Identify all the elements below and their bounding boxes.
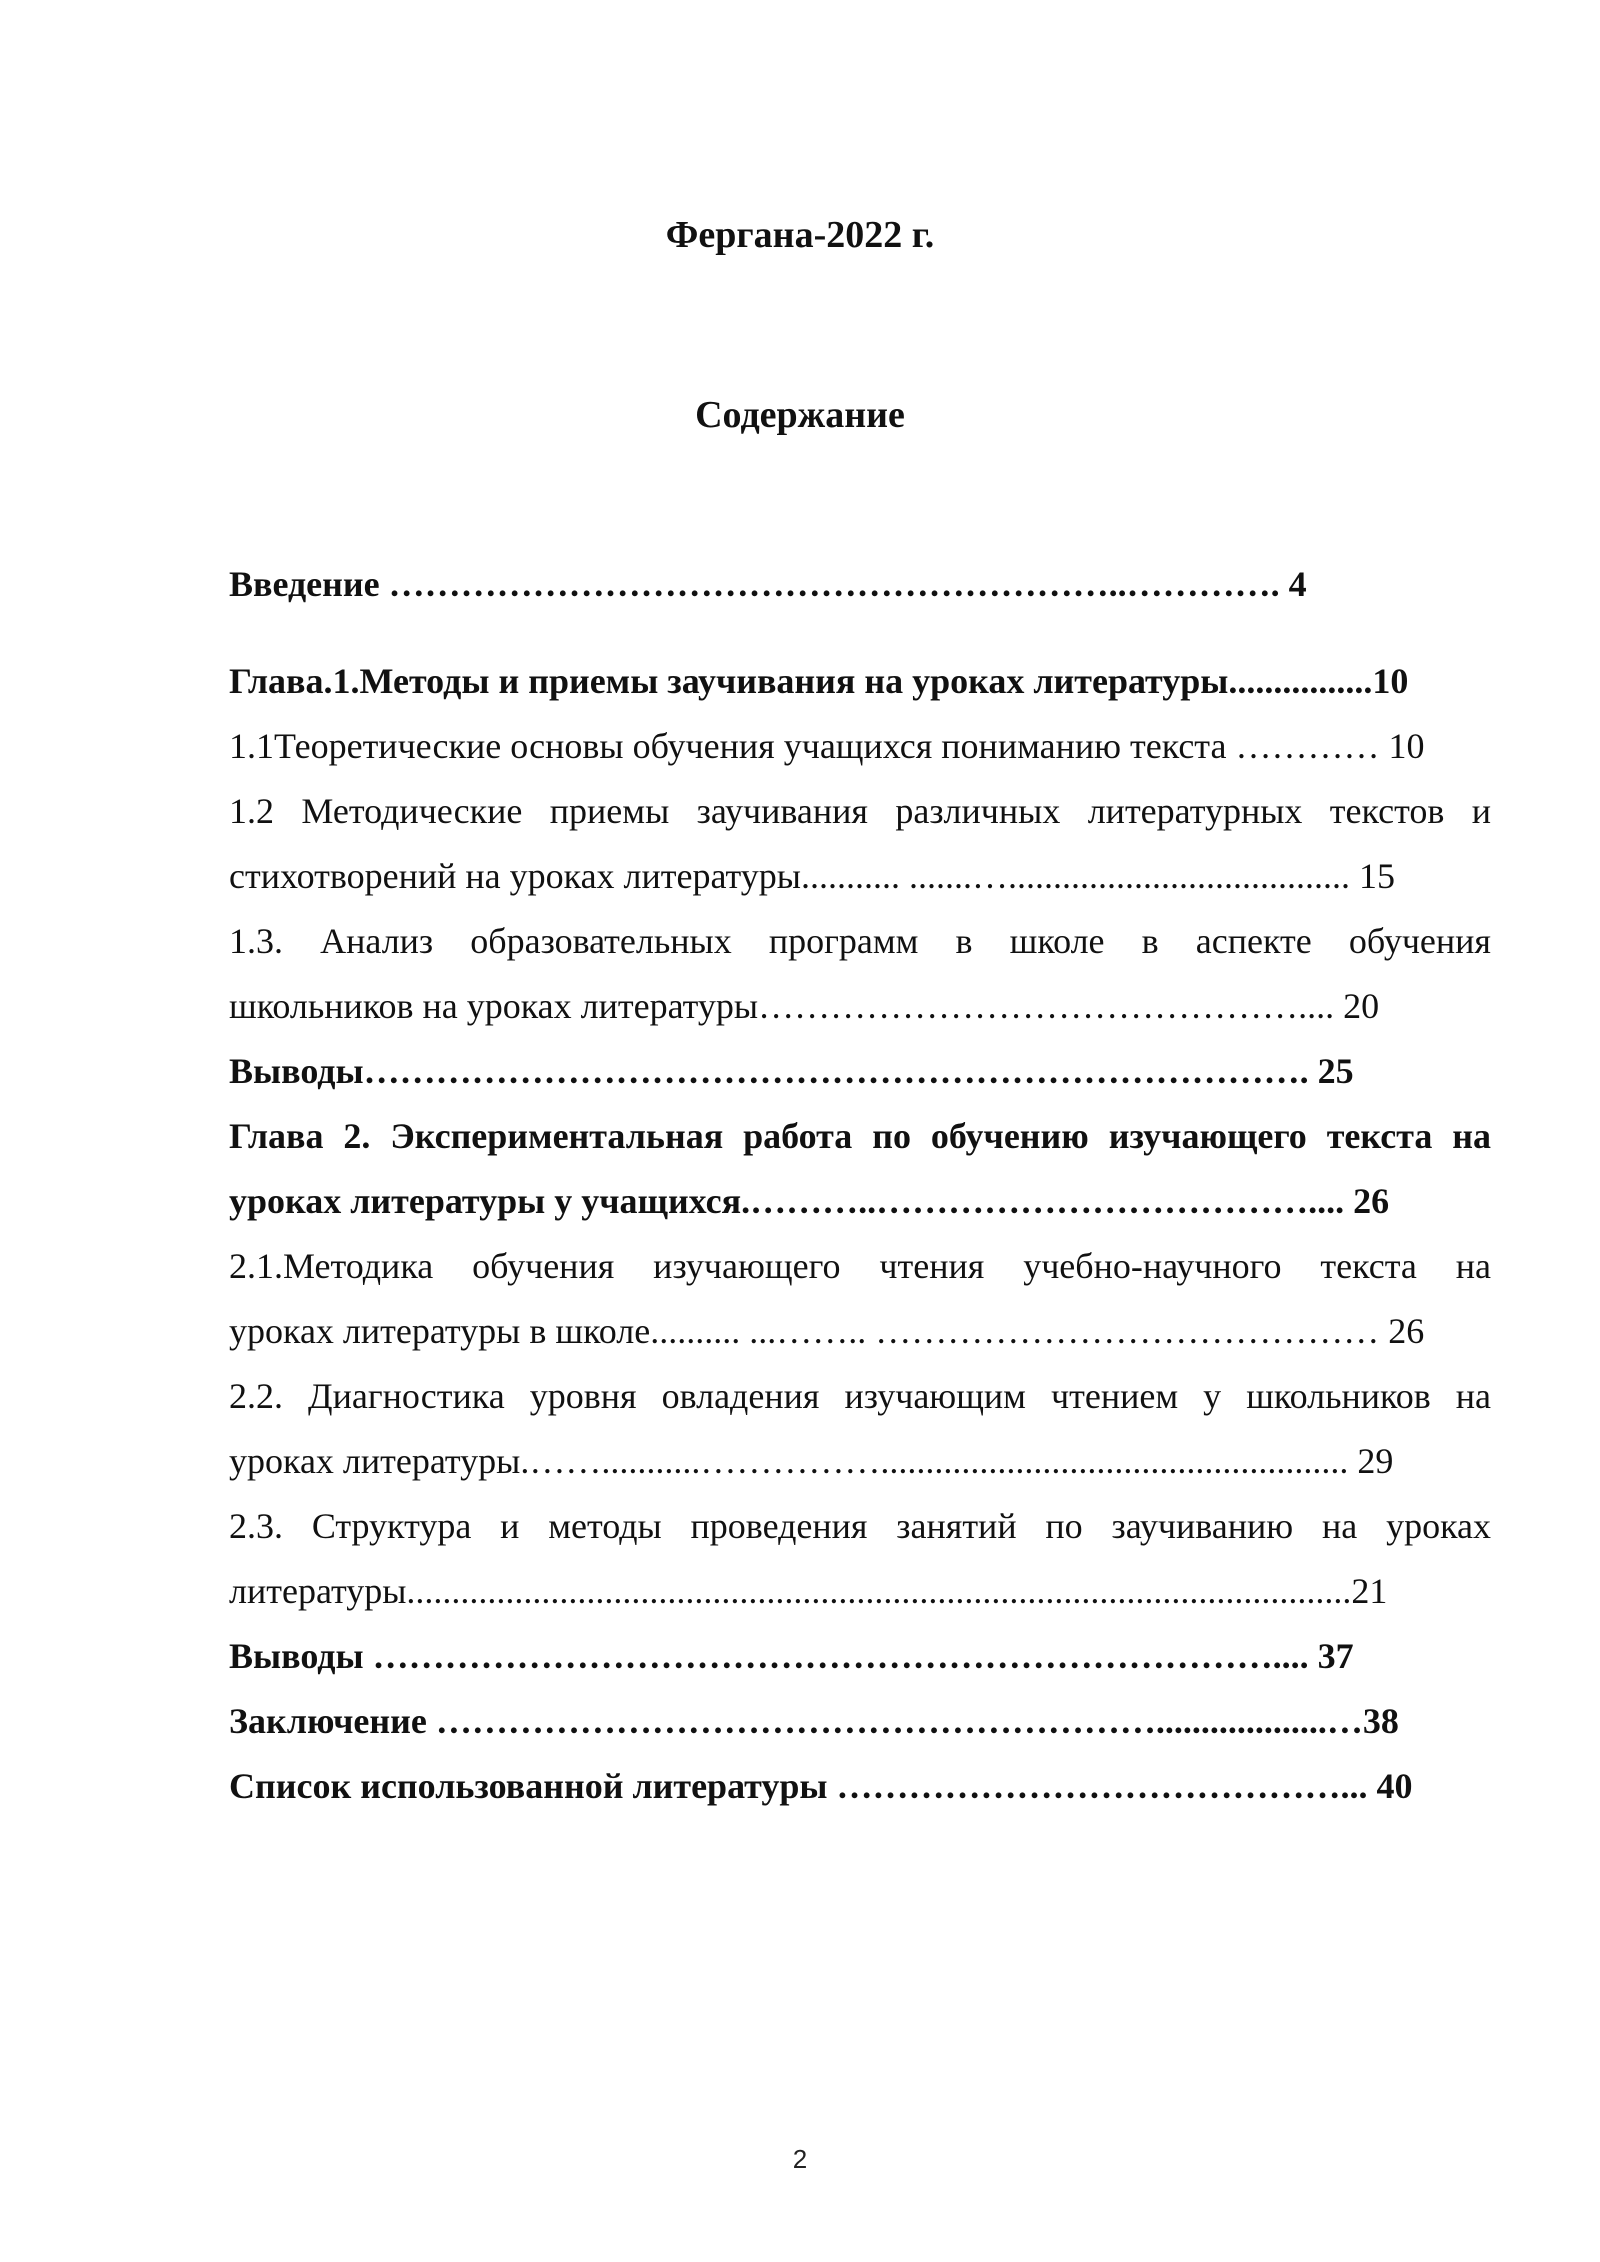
toc-entry-section-1-2-line-1: 1.2 Методические приемы заучивания различных литературных текстов и <box>229 791 1491 831</box>
toc-title: Содержание <box>695 394 905 436</box>
toc-entry-introduction: Введение ……………………………………………………..…………. 4 <box>229 564 1307 604</box>
toc-entry-conclusion: Заключение ……………………………………………………...................…38 <box>229 1701 1399 1741</box>
page-number: 2 <box>792 2144 808 2174</box>
toc-entry-section-2-3-line-2: литературы.........................................................................................................21 <box>229 1571 1388 1611</box>
toc-entry-section-2-1-line-1: 2.1.Методика обучения изучающего чтения учебно-научного текста на <box>229 1246 1491 1286</box>
toc-entry-chapter-2-line-2: уроках литературы у учащихся.………..……………………………….... 26 <box>229 1181 1390 1221</box>
toc-spacer <box>229 617 1491 649</box>
toc-entry-chapter-2-line-1: Глава 2. Экспериментальная работа по обучению изучающего текста на <box>229 1116 1491 1156</box>
toc-entry-section-1-3-line-2: школьников на уроках литературы……………………………………….... 20 <box>229 986 1380 1026</box>
toc-entry-references: Список использованной литературы ……………………………………... 40 <box>229 1766 1413 1806</box>
city-year-heading: Фергана-2022 г. <box>665 214 935 256</box>
toc-entry-conclusions-2: Выводы ………………………………………………………………….... 37 <box>229 1636 1354 1676</box>
toc-entry-section-1-3-line-1: 1.3. Анализ образовательных программ в школе в аспекте обучения <box>229 921 1491 961</box>
toc-entry-section-2-3-line-1: 2.3. Структура и методы проведения занятий по заучиванию на уроках <box>229 1506 1491 1546</box>
toc-entry-conclusions-1: Выводы……………………………………………………………………. 25 <box>229 1051 1354 1091</box>
table-of-contents <box>229 552 1491 1819</box>
toc-entry-section-1-2-line-2: стихотворений на уроках литературы........... .......…...................................... 15 <box>229 856 1395 896</box>
toc-entry-section-2-2-line-1: 2.2. Диагностика уровня овладения изучающим чтением у школьников на <box>229 1376 1491 1416</box>
toc-entry-chapter-1: Глава.1.Методы и приемы заучивания на уроках литературы................10 <box>229 661 1409 701</box>
toc-entry-section-1-1: 1.1Теоретические основы обучения учащихся пониманию текста ………… 10 <box>229 726 1425 766</box>
toc-entry-section-2-1-line-2: уроках литературы в школе.......... ...…….. …………………………………… 26 <box>229 1311 1425 1351</box>
toc-entry-section-2-2-line-2: уроках литературы.……...........…………….................................................... 29 <box>229 1441 1394 1481</box>
